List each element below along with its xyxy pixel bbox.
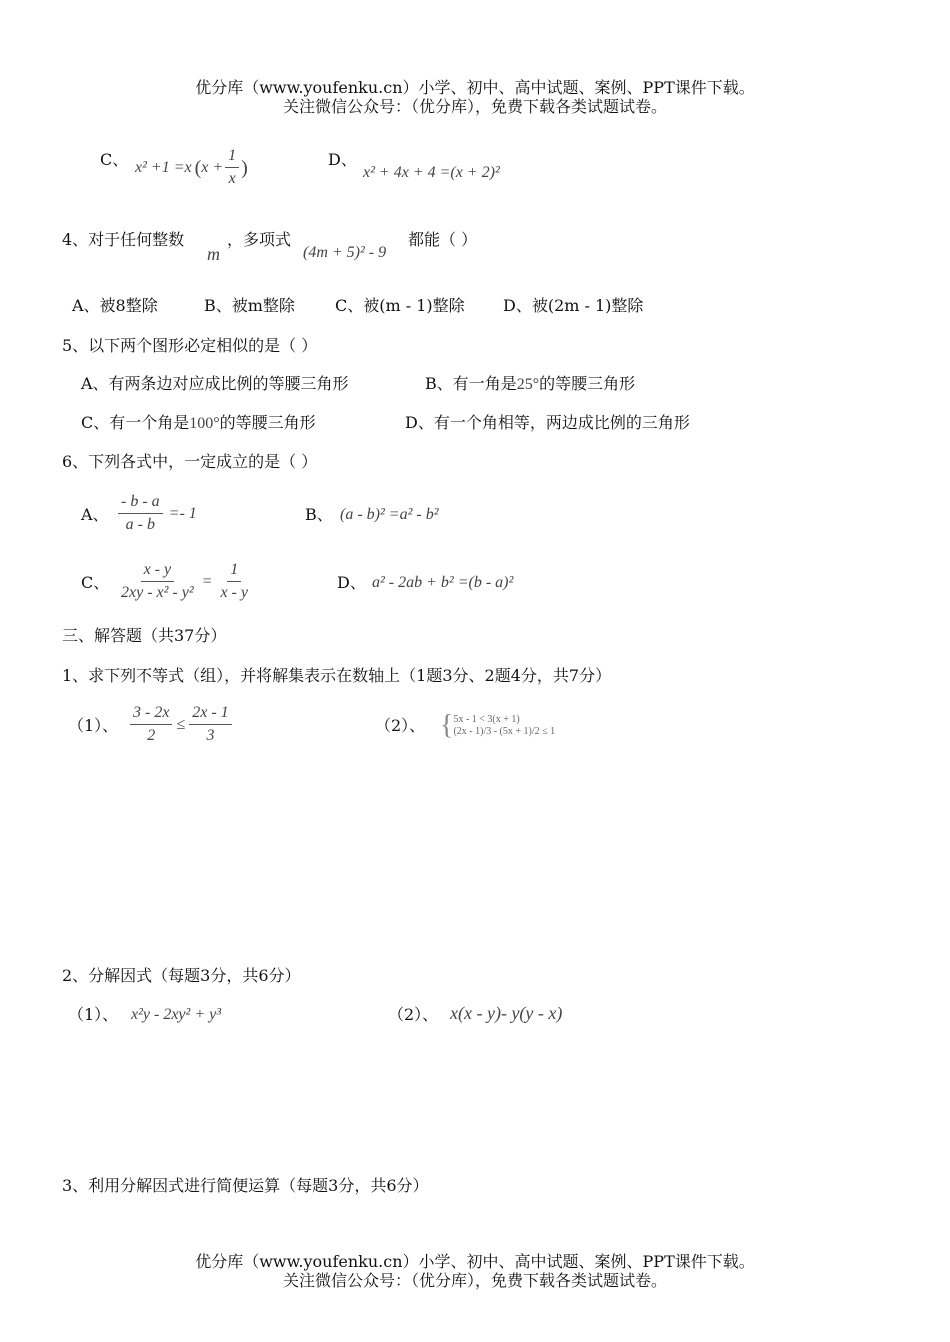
q6-option-c-label: C、	[81, 573, 110, 592]
q4-option-d: D、被(2m - 1)整除	[503, 296, 644, 315]
q6-c-num: x - y	[141, 560, 175, 582]
q4-expr: (4m + 5)² - 9	[303, 244, 387, 261]
s3-q1-p1-op: ≤	[176, 715, 186, 733]
s3-q1-p2-line2: (2x - 1)/3 - (5x + 1)/2 ≤ 1	[453, 726, 556, 737]
s3-q1-p1-lden: 2	[147, 727, 156, 744]
q6-option-b-expr: (a - b)² =a² - b²	[340, 506, 439, 523]
q3-option-d-label: D、	[328, 150, 357, 169]
q6-option-b-label: B、	[305, 505, 333, 524]
q4-option-b: B、被m整除	[204, 296, 295, 315]
q5-option-a: A、有两条边对应成比例的等腰三角形	[81, 374, 349, 393]
q6-a-rhs: =- 1	[168, 504, 197, 522]
s3-q1-p2-system: { 5x - 1 < 3(x + 1) (2x - 1)/3 - (5x + 1)/2 ≤ 1	[440, 710, 556, 741]
q6-option-d-label: D、	[337, 573, 366, 592]
s3-q2-p2-label: （2）、	[388, 1005, 439, 1024]
s3-q1-p2-label: （2）、	[375, 716, 426, 735]
q3-c-num: 1	[225, 146, 239, 168]
q3-c-paren-a: x +	[201, 158, 224, 176]
q4-var-m: m	[207, 244, 220, 264]
q6-c-eq: =	[201, 572, 213, 590]
s3-q1-stem: 1、求下列不等式（组），并将解集表示在数轴上（1题3分、2题4分，共7分）	[62, 666, 612, 685]
q5-option-c	[81, 413, 316, 434]
q3-option-d-expr: x² + 4x + 4 =(x + 2)²	[363, 164, 500, 181]
q5-b-suffix: 的等腰三角形	[539, 374, 636, 393]
s3-q1-p2-line1: 5x - 1 < 3(x + 1)	[453, 714, 520, 725]
footer-line-2: 关注微信公众号：（优分库），免费下载各类试题试卷。	[282, 1271, 667, 1290]
s3-q1-p1-label: （1）、	[68, 716, 119, 735]
q4-prefix: 4、对于任何整数	[62, 230, 185, 249]
q6-option-d-expr: a² - 2ab + b² =(b - a)²	[372, 574, 514, 591]
header-line-2: 关注微信公众号：（优分库），免费下载各类试题试卷。	[282, 97, 667, 116]
q6-a-den: a - b	[125, 516, 155, 533]
q4-option-a: A、被8整除	[72, 296, 158, 315]
q6-a-num: - b - a	[118, 492, 163, 514]
q5-option-d: D、有一个角相等，两边成比例的三角形	[405, 413, 690, 432]
q5-b-prefix: B、有一角是	[425, 374, 517, 393]
q4-middle: ，多项式	[227, 230, 292, 249]
q3-option-c-label: C、	[100, 150, 129, 169]
q4-suffix: 都能（ ）	[408, 230, 478, 249]
q3-option-c-expr: x² +1 =x ( x + $\frac{1}{x}$ )	[135, 147, 248, 187]
s3-q2-stem: 2、分解因式（每题3分，共6分）	[62, 966, 301, 985]
q3-c-lhs: x² +1 =x	[135, 158, 192, 176]
s3-q2-p2-expr: x(x - y)- y(y - x)	[450, 1003, 563, 1023]
q6-option-a-label: A、	[81, 505, 109, 524]
footer-line-1: 优分库（www.youfenku.cn）小学、初中、高中试题、案例、PPT课件下载。	[195, 1252, 755, 1271]
s3-q2-p1-label: （1）、	[68, 1005, 119, 1024]
s3-q1-p1-expr	[128, 703, 234, 746]
q6-c-rnum: 1	[227, 560, 241, 582]
q5-c-angle: 100°	[189, 415, 220, 432]
q5-b-angle: 25°	[516, 376, 540, 393]
section-3-title: 三、解答题（共37分）	[62, 626, 227, 645]
header-line-1: 优分库（www.youfenku.cn）小学、初中、高中试题、案例、PPT课件下载。	[195, 78, 755, 97]
s3-q1-p1-lnum: 3 - 2x	[130, 703, 172, 725]
q6-c-rden: x - y	[220, 584, 248, 601]
s3-q3-stem: 3、利用分解因式进行简便运算（每题3分，共6分）	[62, 1176, 429, 1195]
s3-q1-p1-rnum: 2x - 1	[189, 703, 231, 725]
q5-stem: 5、以下两个图形必定相似的是（ ）	[62, 336, 318, 355]
q6-stem: 6、下列各式中，一定成立的是（ ）	[62, 452, 318, 471]
q3-c-den: x	[228, 170, 236, 187]
q6-option-a-expr	[116, 492, 197, 535]
q5-option-b	[425, 374, 635, 395]
q6-option-c-expr	[116, 560, 253, 603]
s3-q1-p1-rden: 3	[206, 727, 215, 744]
s3-q2-p1-expr: x²y - 2xy² + y³	[131, 1006, 222, 1023]
q5-c-prefix: C、有一个角是	[81, 413, 190, 432]
q5-c-suffix: 的等腰三角形	[219, 413, 316, 432]
q6-c-den: 2xy - x² - y²	[121, 584, 194, 601]
q4-option-c: C、被(m - 1)整除	[335, 296, 465, 315]
